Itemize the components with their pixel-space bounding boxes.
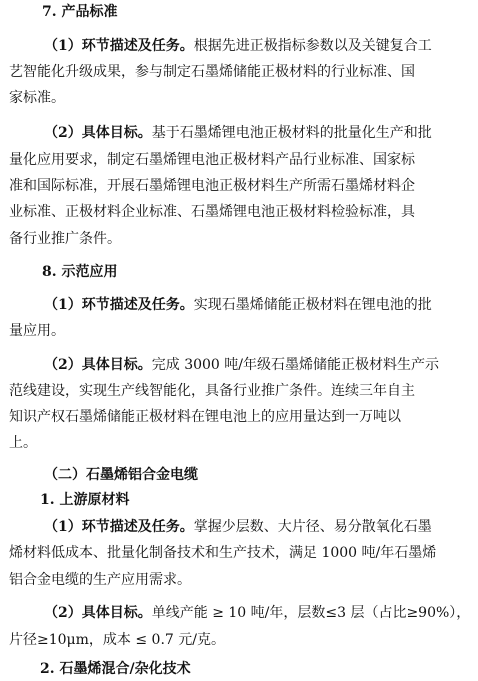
s7-p1-line1: （1）环节描述及任务。根据先进正极指标参数以及关键复合工 (44, 38, 432, 54)
s7-p2-line2: 量化应用要求，制定石墨烯锂电池正极材料产品行业标准、国家标 (9, 152, 415, 168)
section-2-heading: 2. 石墨烯混合/杂化技术 (40, 661, 191, 677)
section-7-heading: 7. 产品标准 (42, 4, 118, 20)
s8-p2-line4: 上。 (9, 435, 37, 451)
s7-p2-line3: 准和国际标准，开展石墨烯锂电池正极材料生产所需石墨烯材料企 (9, 178, 415, 194)
s8-p2-line3: 知识产权石墨烯储能正极材料在锂电池上的应用量达到一万吨以 (9, 409, 401, 425)
s8-p2-label: （2）具体目标。 (44, 357, 152, 373)
s8-p1-label: （1）环节描述及任务。 (44, 297, 194, 313)
section-8-heading: 8. 示范应用 (42, 264, 118, 280)
s7-p2-line5: 备行业推广条件。 (9, 231, 121, 247)
s1-p2-label: （2）具体目标。 (44, 605, 152, 621)
s7-p2-line4: 业标准、正极材料企业标准、石墨烯锂电池正极材料检验标准，具 (9, 204, 415, 220)
s8-p1-line1: （1）环节描述及任务。实现石墨烯储能正极材料在锂电池的批 (44, 297, 432, 313)
s8-p2-line1: （2）具体目标。完成 3000 吨/年级石墨烯储能正极材料生产示 (44, 357, 439, 373)
s7-p2-label: （2）具体目标。 (44, 125, 152, 141)
s8-p1-line2: 量应用。 (9, 323, 65, 339)
s1-p1-line2: 烯材料低成本、批量化制备技术和生产技术，满足 1000 吨/年石墨烯 (9, 545, 437, 561)
s1-p2-line1: （2）具体目标。单线产能 ≥ 10 吨/年，层数≤3 层（占比≥90%）， (44, 605, 471, 621)
s1-p1-label: （1）环节描述及任务。 (44, 519, 194, 535)
s7-p1-line2: 艺智能化升级成果，参与制定石墨烯储能正极材料的行业标准、国 (9, 64, 415, 80)
s7-p1-label: （1）环节描述及任务。 (44, 38, 194, 54)
s7-p1-line3: 家标准。 (9, 90, 65, 106)
s7-p2-line1: （2）具体目标。基于石墨烯锂电池正极材料的批量化生产和批 (44, 125, 432, 141)
s1-p1-line1: （1）环节描述及任务。掌握少层数、大片径、易分散氧化石墨 (44, 519, 432, 535)
s1-p1-line3: 铝合金电缆的生产应用需求。 (9, 572, 191, 588)
section-1-heading: 1. 上游原材料 (40, 492, 130, 508)
s8-p2-line2: 范线建设，实现生产线智能化，具备行业推广条件。连续三年自主 (9, 383, 415, 399)
part-2-heading: （二）石墨烯铝合金电缆 (44, 467, 198, 483)
s1-p2-line2: 片径≥10μm，成本 ≤ 0.7 元/克。 (9, 632, 225, 648)
